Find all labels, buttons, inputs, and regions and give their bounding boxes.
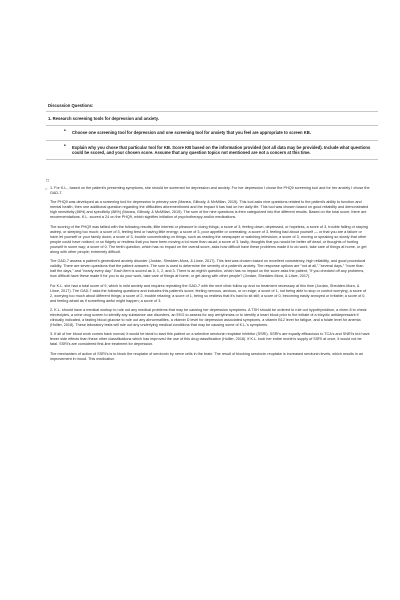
answer-paragraph: 3. If all of her blood work comes back normal, it would be ideal to start this patient on a selective serotonin reuptake inhibitor (SSRI). SSRI's are equally efficacious to TCA's and SNRI's but have fewer side effects than these other classifications which has improved the use of this drug classification (Hollier, 2018). If K.L. took her entire month's supply of SSRI at once, it would not be fatal. SSRI's are considered first-line treatment for depression. [50, 332, 370, 347]
section-title: 1. Research screening tools for depression and anxiety. [46, 112, 378, 126]
answer-paragraph: The PHQ9 was developed as a screening tool for depression in primary care (Manea, Gilbody, & McMillan, 2015). This tool asks nine questions related to the patient's ability to function and mental health, then one additional question regarding the difficulties aforementioned and the impact it has had on her daily life. This tool was chosen based on good reliability and demonstrated high sensitivity (88%) and specificity (88%) (Manea, Gilbody, & McMillan, 2015). The sum of the nine questions is then categorized into five different results. Based on the total score, there are recommendations. K.L. scored a 24 on the PHQ9, which signifies initiation of psychotherapy and/or medications. [50, 200, 369, 220]
discussion-questions-heading: Discussion Questions: [46, 97, 378, 112]
bullet-icon: • [64, 128, 66, 135]
question-text: Choose one screening tool for depression and one screening tool for anxiety that you feel are appropriate to screen KB. [72, 130, 311, 136]
answer-paragraph: The mechanism of action of SSRI's is to block the reuptake of serotonin by nerve cells in the brain. The result of blocking serotonin reuptake is increased serotonin levels, which results in an improvement in mood. This medication [50, 351, 364, 361]
answer-paragraph: The GAD-7 assess a patient's generalized anxiety disorder (Jordan, Shedden-Mora, & Löwe, 2017). This test was chosen based on excellent consistency, high reliability, and good procedural validity. There are seven questions that the patient answers. The sum is used to determine the severity of a patient's anxiety. The response options are "not at all," "several days," "more than half the days," and "nearly every day." Each item is scored as 0, 1, 2, and 3. There is an eighth question, which has no impact on the score asks the patient, "If you checked off any problems, how difficult have these made it for you to do your work, take care of things at home, or get along with other people? (Jordan, Shedden-Mora, & Löwe, 2017). [50, 259, 366, 279]
answer-paragraph: 2. K.L. should have a medical workup to rule out any medical problems that may be causing her depression symptoms. A TSH should be ordered to rule out hypothyroidism, a chem 8 to check electrolytes, a urine drug screen to identify any substance use disorders, an EKG to assess for any arrhythmias or to identify a heart block prior to the initiate of a tricyclic antidepressant if clinically indicated, a fasting blood glucose to rule out any abnormalities, a vitamin D level for depression associated symptoms, a vitamin B12 level for fatigue, and a folate level for anemia (Hollier, 2018). These laboratory tests will rule out any underlying medical conditions that may be causing some of K.L.'s symptoms. [50, 307, 367, 328]
discussion-questions-table [46, 97, 378, 160]
checkbox-icon[interactable]: □ [46, 178, 50, 184]
radio-circle-icon[interactable]: ○ [45, 186, 48, 192]
answer-paragraph: For K.L. she had a total score of 9, which is mild anxiety and requires repeating the GAD-7 with the next clinic follow up and no treatment necessary at this time (Jordan, Shedden-Mora, & Löwe, 2017). The GAD-7 asks the following questions and includes this patient's score; feeling nervous, anxious, or on edge; a score of 1, not being able to stop or control worrying; a score of 2, worrying too much about different things; a score of 2, trouble relaxing; a score of 1, being so restless that it's hard to sit still; a score of 0, becoming easily annoyed or irritable; a score of 0, and feeling afraid as if something awful might happen; a score of 3. [50, 283, 367, 303]
question-text: Explain why you chose that particular tool for KB. Score KB based on the information provided (not all data may be provided). Include what questions could be scored, and your chosen score. Assume that any question topics not mentioned are not a concern at this time. [72, 144, 371, 155]
answer-paragraph: The scoring of the PHQ9 was tallied with the following results; little interest or pleasure in doing things; a score of 3, feeling down, depressed, or hopeless, a score of 3, trouble falling or staying asleep, or sleeping too much; a score of 3, feeling tired or having little energy; a score of 3, poor appetite or overeating; a score of 3, feeling bad about yourself — or that you are a failure or have let yourself or your family down; a score of 3, trouble concentrating on things, such as reading the newspaper or watching television; a score of 3, moving or speaking so slowly that other people could have noticed; or so fidgety or restless that you have been moving a lot more than usual; a score of 3, lastly, thoughts that you would be better off dead, or thoughts of hurting yourself in some way; a score of 0. The tenth question, which has no impact on the overall score, asks how difficult have these problems made it to do work, take care of things at home, or get along with other people; extremely difficult. [50, 224, 368, 254]
bullet-icon: • [64, 142, 66, 149]
answer-paragraph [45, 186, 370, 196]
question-item [46, 141, 378, 160]
answer-paragraph-text: 1. For K.L., based on the patient's presenting symptoms, she should be screened for depression and anxiety. For her depression I chose the PHQ9 screening tool and for her anxiety I chose the GAD-7. [50, 186, 370, 196]
question-item [46, 126, 378, 140]
answer-body [45, 186, 370, 366]
